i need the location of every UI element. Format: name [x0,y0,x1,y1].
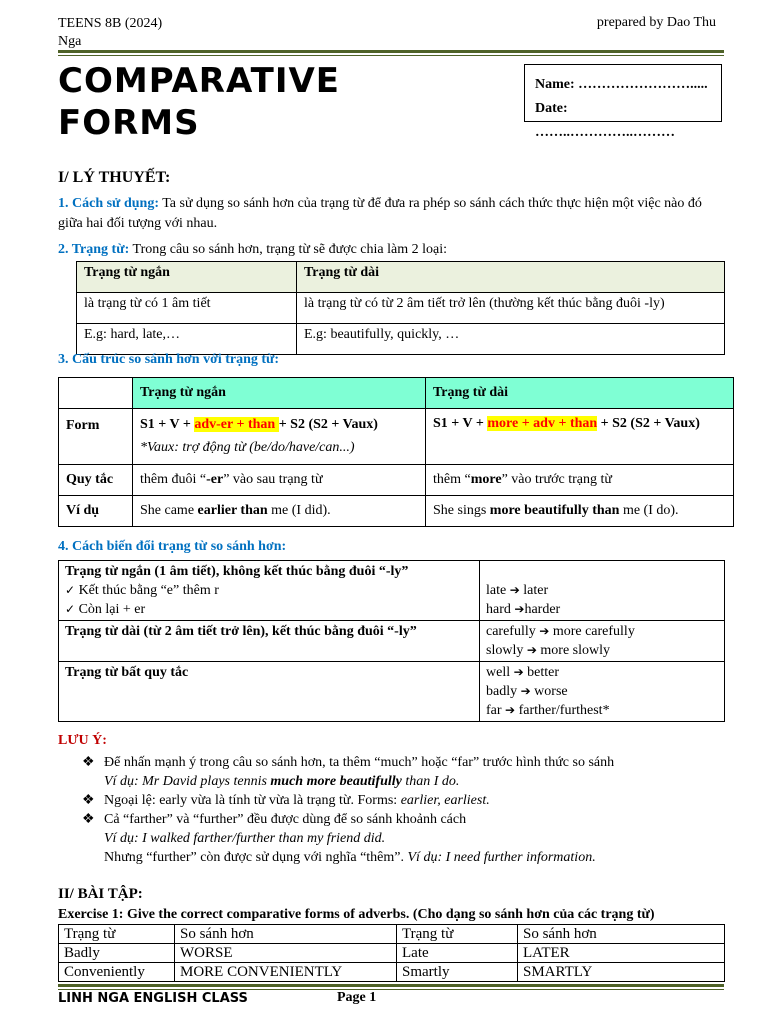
table-cell: E.g: beautifully, quickly, … [297,324,725,355]
structure-table [58,377,734,527]
table-row [77,293,725,324]
title-line-1: COMPARATIVE [58,61,341,101]
table-header-cell: Trạng từ dài [297,262,725,293]
example-base: far [486,703,502,718]
note-text: Để nhấn mạnh ý trong câu so sánh hơn, ta thêm “much” hoặc “far” trước hình thức so sánh [104,755,615,770]
adverb-types-table [76,261,725,355]
usage-paragraph [58,194,718,234]
right-arrow-icon: ➔ [539,624,550,638]
header-right: prepared by Dao Thu [596,15,716,30]
table-row [59,561,725,621]
cell-text-bold: earlier than [197,503,268,518]
row-label: Quy tắc [59,465,133,496]
notes-title: LƯU Ý: [58,733,107,748]
table-cell: là trạng từ có 1 âm tiết [77,293,297,324]
rule-title: Trạng từ bất quy tắc [65,665,189,680]
row-label: Ví dụ [59,496,133,527]
table-cell [480,621,725,662]
name-field: Name: ……………………..... [535,77,708,92]
example-base: carefully [486,624,536,639]
adverb-types-paragraph [58,240,718,260]
table-cell: Smartly [397,963,518,982]
table-cell: E.g: hard, late,… [77,324,297,355]
section1-heading: I/ LÝ THUYẾT: [58,169,171,186]
form-highlight: adv-er + than [194,417,279,432]
table-cell [59,662,480,722]
example-comparative: worse [534,684,568,699]
table-header-row [77,262,725,293]
diamond-bullet-icon: ❖ [82,793,95,808]
rule-item: Kết thúc bằng “e” thêm r [75,583,219,598]
table-header-cell-empty [59,378,133,409]
section2-heading: II/ BÀI TẬP: [58,886,143,902]
cell-text: me (I did). [267,503,331,518]
form-text: + S2 (S2 + Vaux) [597,416,700,431]
rule-title: Trạng từ dài (từ 2 âm tiết trở lên), kết thúc bằng đuôi “-ly” [65,624,417,639]
name-date-box [524,64,722,140]
answer-cell[interactable]: MORE CONVENIENTLY [175,963,397,982]
table-cell [426,409,734,465]
example-base: slowly [486,643,524,658]
table-cell: Late [397,944,518,963]
header-rule-thin [58,55,724,56]
table-cell [133,465,426,496]
form-text: S1 + V + [433,416,488,431]
note-example-bold: much more beautifully [270,774,402,789]
exercise-table [58,924,725,982]
table-cell [426,496,734,527]
table-header-row [59,378,734,409]
note-example: Ví dụ: I need further information. [407,850,596,865]
usage-text: Ta sử dụng so sánh hơn của trạng từ để đưa ra phép so sánh cách thức thực hiện một việc nào đó giữa hai đối tượng với nhau. [58,196,702,231]
table-header-cell: Trạng từ dài [426,378,734,409]
note-example: earlier, earliest. [400,793,490,808]
notes-list [82,753,722,867]
structure-heading: 3. Cấu trúc so sánh hơn với trạng từ: [58,352,280,367]
form-text: + S2 (S2 + Vaux) [278,417,378,432]
table-cell [133,496,426,527]
table-header-cell: Trạng từ ngắn [133,378,426,409]
example-base: hard [486,602,511,617]
note-example: Ví dụ: Mr David plays tennis [104,774,271,789]
note-example: than I do. [401,774,460,789]
page-title [58,60,478,144]
table-cell: là trạng từ có từ 2 âm tiết trở lên (thường kết thúc bằng đuôi -ly) [297,293,725,324]
transform-table [58,560,725,722]
date-field: Date: ……..…………..……… [535,101,675,140]
footer-rule [58,984,724,987]
usage-label: 1. Cách sử dụng: [58,196,159,211]
table-cell [133,409,426,465]
example-base: late [486,583,507,598]
note-item [82,753,722,791]
adverb-types-text: Trong câu so sánh hơn, trạng từ sẽ được chia làm 2 loại: [129,242,447,257]
cell-text: thêm “ [433,472,471,487]
rule-title: Trạng từ ngắn (1 âm tiết), không kết thúc bằng đuôi “-ly” [65,564,409,579]
note-text: Ngoại lệ: early vừa là tính từ vừa là trạng từ. Forms: [104,793,401,808]
table-header-cell: Trạng từ [59,925,175,944]
cell-text: thêm đuôi “ [140,472,207,487]
right-arrow-icon: ➔ [520,684,531,698]
cell-text-bold: more [470,472,502,487]
header-course: TEENS 8B (2024) [58,16,163,31]
form-text: S1 + V + [140,417,195,432]
header-rule [58,50,724,53]
note-item [82,791,722,810]
footer-rule-thin [58,989,724,990]
answer-cell[interactable]: WORSE [175,944,397,963]
table-cell [426,465,734,496]
title-line-2: FORMS [58,103,200,143]
header-left [58,15,258,51]
table-row [59,963,725,982]
example-comparative: more carefully [552,624,635,639]
cell-text: ” vào sau trạng từ [223,472,323,487]
form-highlight: more + adv + than [487,416,598,431]
table-cell [59,561,480,621]
diamond-bullet-icon: ❖ [82,812,95,827]
table-row [59,621,725,662]
note-text: Cả “farther” và “further” đều được dùng để so sánh khoảnh cách [104,812,467,827]
table-cell: Badly [59,944,175,963]
footer-class-name: LINH NGA ENGLISH CLASS [58,991,248,1006]
row-label: Form [59,409,133,465]
right-arrow-icon: ➔ [526,643,537,657]
table-row-example [59,496,734,527]
table-row-form [59,409,734,465]
transform-heading: 4. Cách biến đổi trạng từ so sánh hơn: [58,539,287,554]
diamond-bullet-icon: ❖ [82,755,95,770]
cell-text-bold: more beautifully than [489,503,620,518]
note-text: Nhưng “further” còn được sử dụng với nghĩa “thêm”. [104,850,408,865]
note-item [82,810,722,867]
example-base: well [486,665,511,680]
example-comparative: harder [524,602,561,617]
table-row [59,662,725,722]
right-arrow-icon: ➔ [505,703,516,717]
table-header-cell: Trạng từ [397,925,518,944]
example-comparative: later [523,583,549,598]
example-comparative: better [527,665,560,680]
cell-text: me (I do). [619,503,679,518]
table-cell [480,561,725,621]
table-cell [480,662,725,722]
table-header-cell: So sánh hơn [518,925,725,944]
page-number: Page 1 [337,990,377,1005]
example-comparative: more slowly [540,643,611,658]
table-cell: Conveniently [59,963,175,982]
exercise-title: Exercise 1: Give the correct comparative forms of adverbs. (Cho dạng so sánh hơn của các trạng từ) [58,907,655,922]
checkmark-icon: ✓ [65,583,76,597]
table-header-cell: So sánh hơn [175,925,397,944]
table-cell [59,621,480,662]
cell-text: She came [140,503,198,518]
adverb-types-label: 2. Trạng từ: [58,242,130,257]
table-header-cell: Trạng từ ngắn [77,262,297,293]
note-example: Ví dụ: I walked farther/further than my friend did. [104,831,386,846]
table-row [59,944,725,963]
header-author-cont: Nga [58,34,82,49]
answer-cell[interactable]: SMARTLY [518,963,725,982]
answer-cell[interactable]: LATER [518,944,725,963]
table-header-row [59,925,725,944]
example-comparative: farther/furthest* [518,703,610,718]
right-arrow-icon: ➔ [509,583,520,597]
rule-item: Còn lại + er [78,602,146,617]
cell-text: ” vào trước trạng từ [501,472,612,487]
checkmark-icon: ✓ [65,602,76,616]
right-arrow-icon: ➔ [513,665,524,679]
vaux-note: *Vaux: trợ động từ (be/do/have/can...) [140,440,355,455]
table-row-rule [59,465,734,496]
cell-text-bold: -er [206,472,224,487]
example-base: badly [486,684,518,699]
cell-text: She sings [433,503,490,518]
right-arrow-icon: ➔ [514,602,525,616]
